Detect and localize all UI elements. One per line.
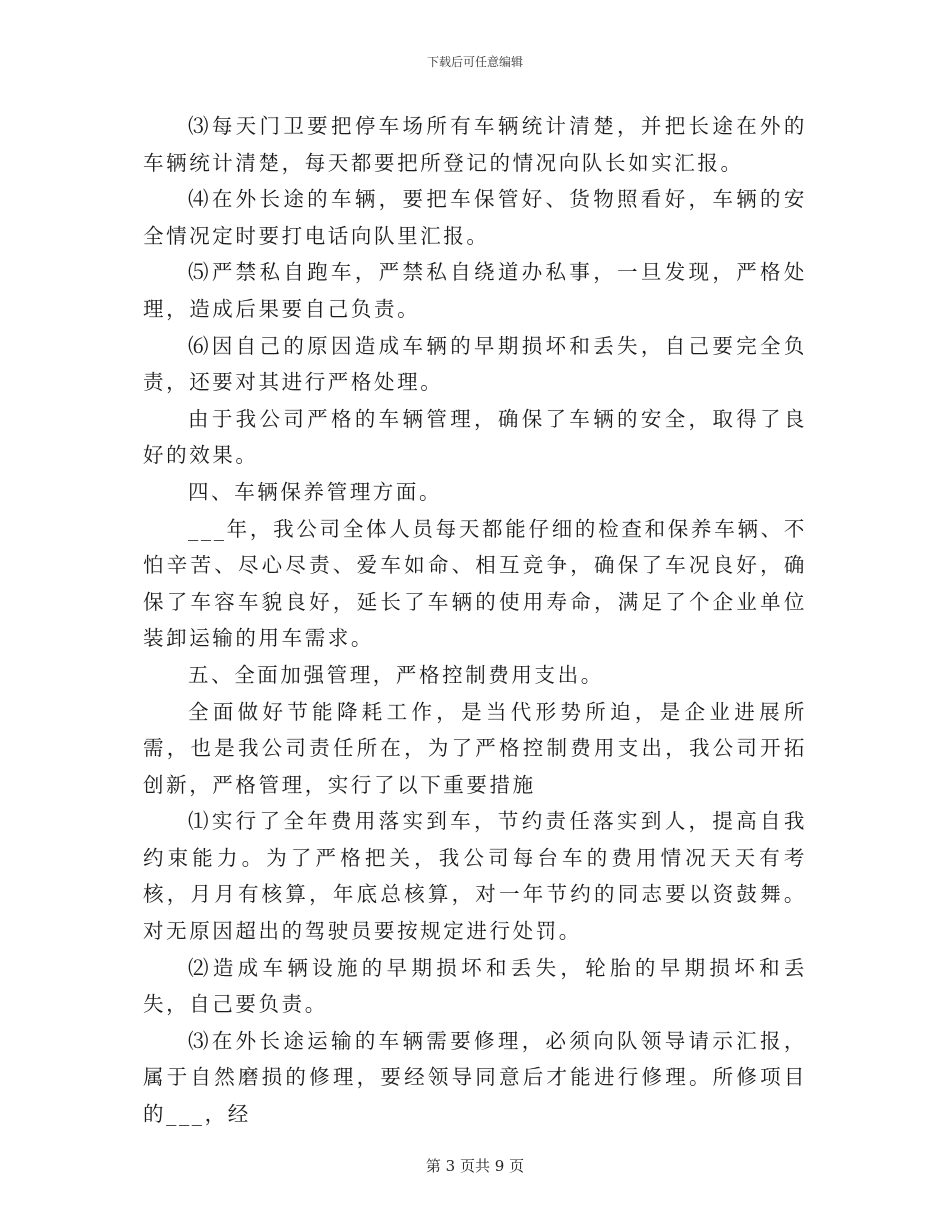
paragraph-11: ⑵造成车辆设施的早期损坏和丢失，轮胎的早期损坏和丢失，自己要负责。 (143, 955, 807, 1017)
paragraph-7: ___年，我公司全体人员每天都能仔细的检查和保养车辆、不怕辛苦、尽心尽责、爱车如命、相互竞争，确保了车况良好，确保了车容车貌良好，延长了车辆的使用寿命，满足了个企业单位装卸运输的用车需求。 (143, 516, 807, 651)
paragraph-5: 由于我公司严格的车辆管理，确保了车辆的安全，取得了良好的效果。 (143, 406, 807, 468)
paragraph-12: ⑶在外长途运输的车辆需要修理，必须向队领导请示汇报，属于自然磨损的修理，要经领导同意后才能进行修理。所修项目的___，经 (143, 1028, 807, 1127)
paragraph-2: ⑷在外长途的车辆，要把车保管好、货物照看好，车辆的安全情况定时要打电话向队里汇报。 (143, 187, 807, 248)
paragraph-3: ⑸严禁私自跑车，严禁私自绕道办私事，一旦发现，严格处理，造成后果要自己负责。 (143, 260, 807, 321)
page-footer: 第 3 页共 9 页 (425, 1157, 525, 1175)
paragraph-10: ⑴实行了全年费用落实到车，节约责任落实到人，提高自我约束能力。为了严格把关，我公司每台车的费用情况天天有考核，月月有核算，年底总核算，对一年节约的同志要以资鼓舞。对无原因超出的驾驶员要按规定进行处罚。 (143, 809, 807, 944)
section-heading-5: 五、全面加强管理，严格控制费用支出。 (188, 662, 604, 687)
page-header: 下载后可任意编辑 (426, 55, 523, 69)
section-heading-4: 四、车辆保养管理方面。 (188, 479, 443, 504)
paragraph-9: 全面做好节能降耗工作，是当代形势所迫，是企业进展所需，也是我公司责任所在，为了严格控制费用支出，我公司开拓创新，严格管理，实行了以下重要措施 (143, 699, 807, 797)
paragraph-4: ⑹因自己的原因造成车辆的早期损坏和丢失，自己要完全负责，还要对其进行严格处理。 (143, 333, 807, 395)
document-body (143, 108, 807, 1133)
paragraph-1: ⑶每天门卫要把停车场所有车辆统计清楚，并把长途在外的车辆统计清楚，每天都要把所登记的情况向队长如实汇报。 (143, 114, 807, 175)
